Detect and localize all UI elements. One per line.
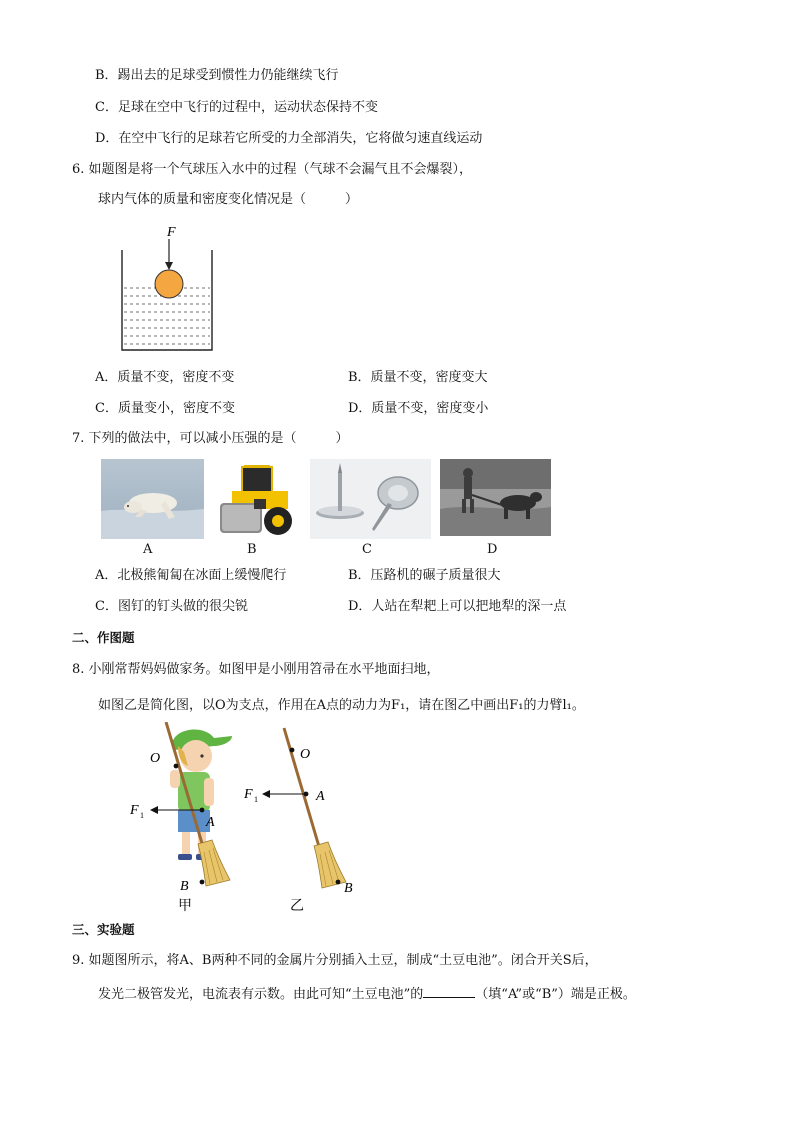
q6-option-d: D．质量不变，密度变小	[348, 401, 489, 416]
q9-stem-line2-part2: （填“A”或“B”）端是正极。	[475, 987, 636, 1002]
q7-stem: 7. 下列的做法中，可以减小压强的是（ ）	[72, 431, 349, 446]
boy-sweeping-figure	[122, 722, 242, 914]
q9-stem-line2-part1: 发光二极管发光，电流表有示数。由此可知“土豆电池”的	[98, 987, 424, 1002]
balloon-in-water-figure	[112, 222, 222, 354]
balloon	[155, 270, 183, 298]
q6-option-a: A．质量不变，密度不变	[95, 370, 235, 385]
q6-stem-line1: 6. 如题图是将一个气球压入水中的过程（气球不会漏气且不会爆裂），	[72, 162, 473, 177]
q7-option-a: A．北极熊匍匐在冰面上缓慢爬行	[95, 568, 287, 583]
q7-caption-d: D	[487, 542, 498, 557]
q7-option-d: D．人站在犁耙上可以把地犁的深一点	[348, 599, 567, 614]
q7-caption-b: B	[247, 542, 257, 557]
q7-caption-a: A	[143, 542, 153, 557]
section-heading-drawing: 二、作图题	[72, 630, 135, 645]
road-roller-photo	[214, 459, 301, 539]
q9-stem-line2	[98, 985, 636, 1003]
jia-label-f: F	[130, 803, 139, 818]
answer-blank[interactable]	[423, 985, 475, 998]
q5-option-b: B．踢出去的足球受到惯性力仍能继续飞行	[95, 68, 339, 83]
q7-caption-c: C	[362, 542, 372, 557]
polar-bear-photo	[101, 459, 204, 539]
q6-option-b: B．质量不变，密度变大	[348, 370, 488, 385]
jia-label-b: B	[180, 879, 189, 894]
section-heading-experiment: 三、实验题	[72, 922, 135, 937]
yi-label-f-sub: 1	[254, 795, 258, 804]
yi-label-o: O	[300, 747, 311, 762]
jia-label-o: O	[150, 751, 161, 766]
plowing-photo	[440, 459, 551, 536]
q5-option-c: C．足球在空中飞行的过程中，运动状态保持不变	[95, 100, 378, 115]
jia-label-f-sub: 1	[140, 811, 144, 820]
q5-option-d: D．在空中飞行的足球若它所受的力全部消失，它将做匀速直线运动	[95, 131, 483, 146]
jia-caption: 甲	[178, 899, 192, 914]
yi-label-b: B	[344, 881, 353, 896]
q8-stem-line2: 如图乙是简化图，以O为支点，作用在A点的动力为F₁，请在图乙中画出F₁的力臂l₁。	[98, 698, 585, 713]
yi-label-f: F	[244, 787, 253, 802]
yi-label-a: A	[316, 789, 325, 804]
yi-caption: 乙	[290, 899, 304, 914]
thumbtack-photo	[310, 459, 431, 539]
simplified-broom-figure	[240, 722, 368, 914]
force-label: F	[167, 225, 176, 240]
q7-option-c: C．图钉的钉头做的很尖锐	[95, 599, 248, 614]
q6-stem-line2: 球内气体的质量和密度变化情况是（ ）	[98, 192, 359, 207]
q7-option-b: B．压路机的碾子质量很大	[348, 568, 501, 583]
q6-option-c: C．质量变小，密度不变	[95, 401, 235, 416]
q9-stem-line1: 9. 如题图所示，将A、B两种不同的金属片分别插入土豆，制成“土豆电池”。闭合开关S后，	[72, 953, 598, 968]
jia-label-a: A	[206, 815, 215, 830]
q8-stem-line1: 8. 小刚常帮妈妈做家务。如图甲是小刚用笤帚在水平地面扫地，	[72, 662, 440, 677]
